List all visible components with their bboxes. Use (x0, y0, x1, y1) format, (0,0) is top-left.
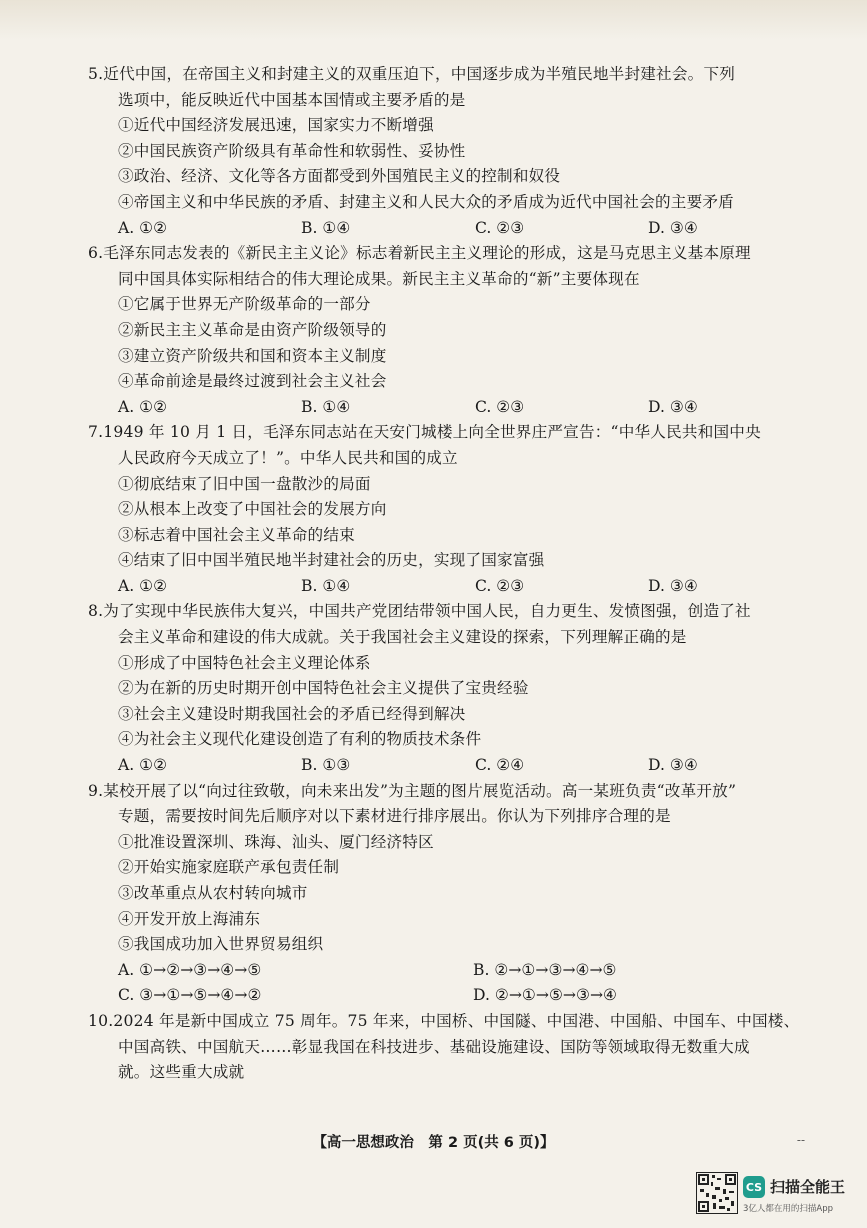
question-8-item-2: ②为在新的历史时期开创中国特色社会主义提供了宝贵经验 (118, 679, 529, 698)
choice-a: A. ①② (118, 397, 168, 416)
choice-c: C. ②③ (475, 576, 525, 595)
choice-b: B. ①④ (301, 397, 351, 416)
question-6 (88, 241, 808, 420)
question-9-choices-row-2 (88, 983, 808, 1009)
question-9-stem-line-2: 专题，需要按时间先后顺序对以下素材进行排序展出。你认为下列排序合理的是 (118, 807, 671, 826)
choice-d: D. ③④ (648, 576, 698, 595)
question-8 (88, 599, 808, 778)
question-9-item-5: ⑤我国成功加入世界贸易组织 (118, 935, 324, 954)
choice-d: D. ③④ (648, 218, 698, 237)
choice-a: A. ①→②→③→④→⑤ (118, 960, 262, 979)
question-7-choices (88, 574, 808, 600)
question-5-item-2: ②中国民族资产阶级具有革命性和软弱性、妥协性 (118, 141, 466, 160)
choice-c: C. ②④ (475, 756, 525, 775)
question-5-stem-line-1: 5.近代中国，在帝国主义和封建主义的双重压迫下，中国逐步成为半殖民地半封建社会。下列 (88, 65, 736, 83)
footer-mark: -- (796, 1133, 805, 1147)
question-5-item-1: ①近代中国经济发展迅速，国家实力不断增强 (118, 116, 434, 135)
choice-d: D. ②→①→⑤→③→④ (473, 986, 618, 1005)
question-6-item-3: ③建立资产阶级共和国和资本主义制度 (118, 346, 387, 365)
question-6-item-2: ②新民主主义革命是由资产阶级领导的 (118, 320, 387, 339)
scan-shadow (0, 0, 867, 40)
question-9-item-1: ①批准设置深圳、珠海、汕头、厦门经济特区 (118, 832, 434, 851)
qr-code-icon (696, 1172, 738, 1214)
question-6-choices (88, 395, 808, 421)
question-7-item-1: ①彻底结束了旧中国一盘散沙的局面 (118, 474, 371, 493)
question-9-item-4: ④开发开放上海浦东 (118, 909, 261, 928)
camscanner-logo-icon: CS (743, 1176, 765, 1198)
question-5-choices (88, 216, 808, 242)
choice-a: A. ①② (118, 218, 168, 237)
question-7-item-3: ③标志着中国社会主义革命的结束 (118, 525, 355, 544)
question-6-item-1: ①它属于世界无产阶级革命的一部分 (118, 295, 371, 314)
question-8-item-4: ④为社会主义现代化建设创造了有利的物质技术条件 (118, 730, 482, 749)
question-5-item-3: ③政治、经济、文化等各方面都受到外国殖民主义的控制和奴役 (118, 167, 561, 186)
question-10-stem-line-2: 中国高铁、中国航天……彰显我国在科技进步、基础设施建设、国防等领域取得无数重大成 (118, 1037, 750, 1056)
choice-a: A. ①② (118, 756, 168, 775)
choice-c: C. ②③ (475, 218, 525, 237)
choice-d: D. ③④ (648, 756, 698, 775)
question-8-item-1: ①形成了中国特色社会主义理论体系 (118, 653, 371, 672)
choice-b: B. ①③ (301, 756, 351, 775)
page-footer: 【高一思想政治 第 2 页(共 6 页)】 (312, 1135, 555, 1151)
question-9-stem-line-1: 9.某校开展了以“向过往致敬，向未来出发”为主题的图片展览活动。高一某班负责“改革开放” (88, 781, 737, 800)
choice-c: C. ②③ (475, 397, 525, 416)
question-8-stem-line-2: 会主义革命和建设的伟大成就。关于我国社会主义建设的探索，下列理解正确的是 (118, 628, 687, 647)
question-7-item-2: ②从根本上改变了中国社会的发展方向 (118, 500, 387, 519)
question-7-stem-line-1: 7.1949 年 10 月 1 日，毛泽东同志站在天安门城楼上向全世界庄严宣告：“中华人民共和国中央 (88, 423, 761, 442)
choice-b: B. ②→①→③→④→⑤ (473, 960, 617, 979)
question-9 (88, 779, 808, 1009)
question-9-choices-row-1 (88, 958, 808, 984)
choice-c: C. ③→①→⑤→④→② (118, 986, 262, 1005)
question-6-stem-line-1: 6.毛泽东同志发表的《新民主主义论》标志着新民主主义理论的形成，这是马克思主义基本原理 (88, 244, 751, 263)
choice-a: A. ①② (118, 576, 168, 595)
question-8-choices (88, 753, 808, 779)
camscanner-name: 扫描全能王 (770, 1178, 846, 1196)
choice-d: D. ③④ (648, 397, 698, 416)
question-9-item-3: ③改革重点从农村转向城市 (118, 884, 308, 902)
question-8-item-3: ③社会主义建设时期我国社会的矛盾已经得到解决 (118, 704, 466, 723)
question-10 (88, 1009, 808, 1086)
question-6-item-4: ④革命前途是最终过渡到社会主义社会 (118, 372, 387, 391)
question-list (88, 62, 808, 1086)
question-5-stem-line-2: 选项中，能反映近代中国基本国情或主要矛盾的是 (118, 90, 466, 109)
choice-b: B. ①④ (301, 218, 351, 237)
question-10-stem-line-1: 10.2024 年是新中国成立 75 周年。75 年来，中国桥、中国隧、中国港、中国船、中国车、中国楼、 (88, 1011, 800, 1030)
question-5-item-4: ④帝国主义和中华民族的矛盾、封建主义和人民大众的矛盾成为近代中国社会的主要矛盾 (118, 192, 734, 211)
choice-b: B. ①④ (301, 576, 351, 595)
question-5 (88, 62, 808, 241)
question-6-stem-line-2: 同中国具体实际相结合的伟大理论成果。新民主主义革命的“新”主要体现在 (118, 269, 640, 288)
question-8-stem-line-1: 8.为了实现中华民族伟大复兴，中国共产党团结带领中国人民，自力更生、发愤图强，创造了社 (88, 602, 751, 621)
question-7 (88, 420, 808, 599)
question-7-item-4: ④结束了旧中国半殖民地半封建社会的历史，实现了国家富强 (118, 551, 545, 570)
camscanner-tagline: 3亿人都在用的扫描App (743, 1204, 834, 1214)
question-10-stem-line-3: 就。这些重大成就 (118, 1063, 245, 1082)
question-7-stem-line-2: 人民政府今天成立了！”。中华人民共和国的成立 (118, 448, 458, 467)
question-9-item-2: ②开始实施家庭联产承包责任制 (118, 858, 340, 877)
